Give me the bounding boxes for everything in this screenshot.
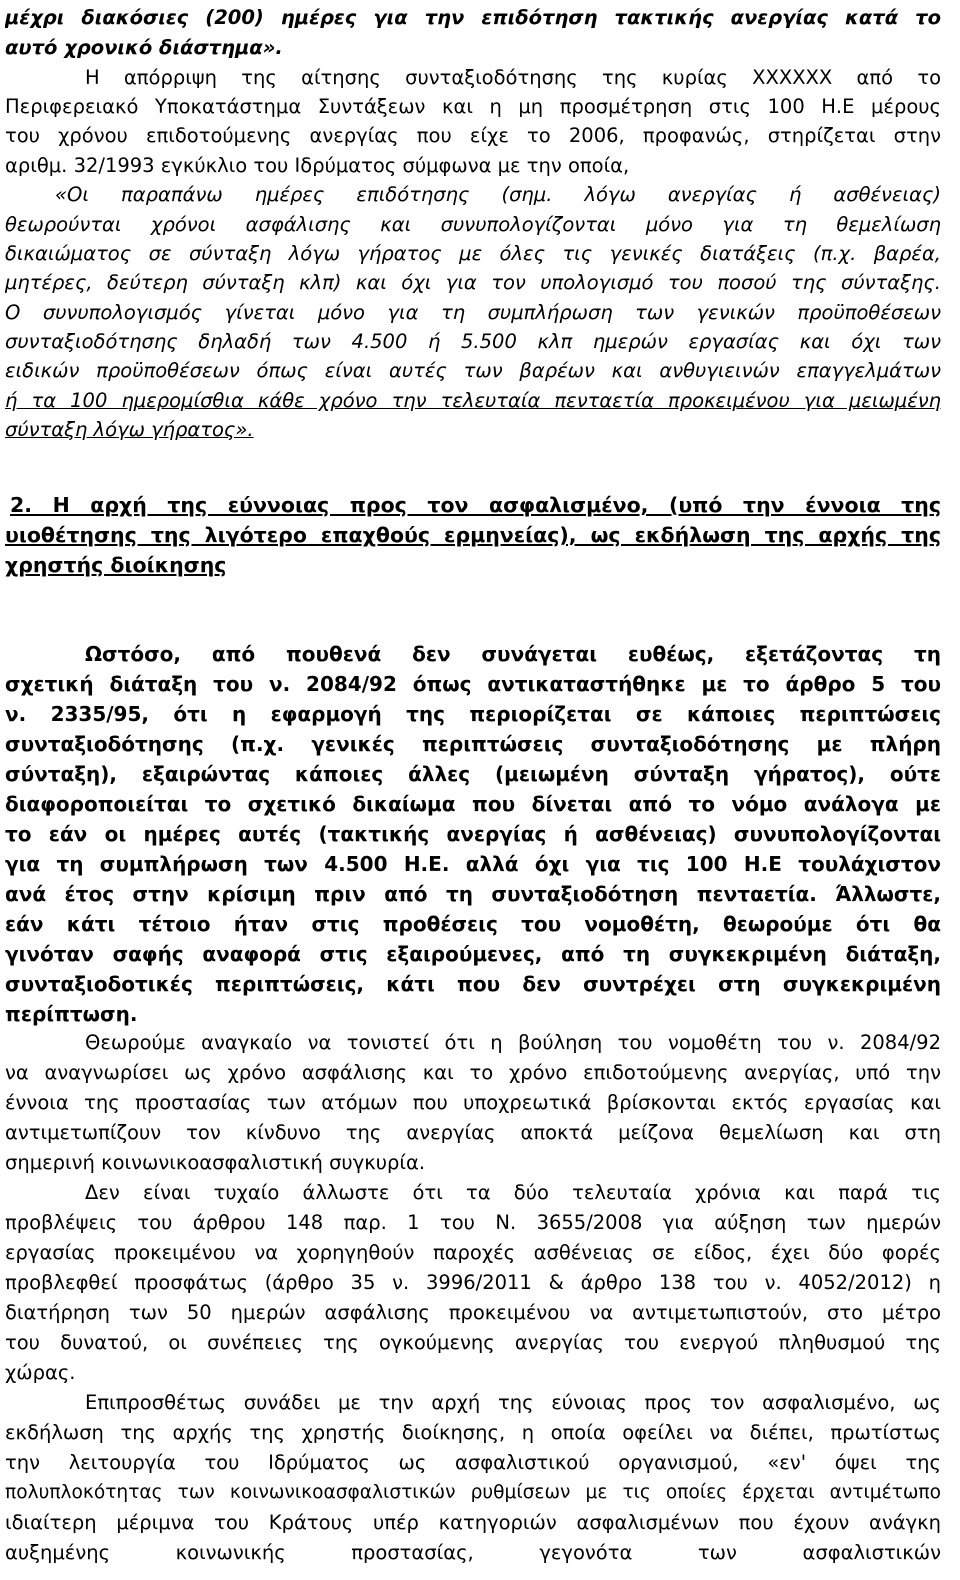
quote-line: ειδικών προϋποθέσεων όπως είναι αυτές των βαρέων και ανθυγιεινών επαγγελμάτων: [5, 359, 941, 382]
bold-paragraph-line: σχετική διάταξη του ν. 2084/92 όπως αντικαταστήθηκε με το άρθρο 5 του: [5, 672, 941, 696]
text-line: χώρας.: [5, 1361, 76, 1384]
text-line: πολυπλοκότητας των κοινωνικοασφαλιστικών ρυθμίσεων με τις οποίες έρχεται αντιμέτωπο: [5, 1482, 941, 1503]
bold-paragraph-line: εάν κάτι τέτοιο ήταν στις προθέσεις του νομοθέτη, θεωρούμε ότι θα: [5, 912, 941, 936]
quote-line: συνταξιοδότησης δηλαδή των 4.500 ή 5.500 κλπ ημερών εργασίας και όχι των: [5, 330, 941, 353]
bold-paragraph-line: ανά έτος στην κρίσιμη πριν από τη συνταξιοδότηση πενταετία. Άλλωστε,: [5, 882, 941, 906]
text-line: εκδήλωση της αρχής της χρηστής διοίκησης, η οποία οφείλει να διέπει, πρωτίστως: [5, 1421, 941, 1444]
bold-paragraph-line: Ωστόσο, από πουθενά δεν συνάγεται ευθέως, εξετάζοντας τη: [85, 642, 941, 666]
text-line: προβλέψεις του άρθρου 148 παρ. 1 του Ν. 3655/2008 για αύξηση των ημερών: [5, 1211, 941, 1234]
text-line: μέχρι διακόσιες (200) ημέρες για την επιδότηση τακτικής ανεργίας κατά το: [5, 6, 941, 29]
section-heading: 2. Η αρχή της εύννοιας προς τον ασφαλισμένο, (υπό την έννοια της: [10, 493, 941, 517]
bold-paragraph-line: ν. 2335/95, ότι η εφαρμογή της περιορίζεται σε κάποιες περιπτώσεις: [5, 702, 941, 726]
text-line: του χρόνου επιδοτούμενης ανεργίας που είχε το 2006, προφανώς, στηρίζεται στην: [5, 124, 941, 147]
text-line: ιδιαίτερη μέριμνα του Κράτους υπέρ κατηγοριών ασφαλισμένων που έχουν ανάγκη: [5, 1511, 941, 1534]
text-line: σημερινή κοινωνικοασφαλιστική συγκυρία.: [5, 1151, 426, 1174]
text-line: του δυνατού, οι συνέπειες της ογκούμενης ανεργίας του ενεργού πληθυσμού της: [5, 1331, 941, 1354]
text-line: προβλεφθεί προσφάτως (άρθρο 35 ν. 3996/2011 & άρθρο 138 του ν. 4052/2012) η: [5, 1271, 941, 1294]
section-heading: χρηστής διοίκησης: [5, 553, 227, 577]
bold-paragraph-line: σύνταξη), εξαιρώντας κάποιες άλλες (μειωμένη σύνταξη γήρατος), ούτε: [5, 762, 941, 786]
bold-paragraph-line: γινόταν σαφής αναφορά στις εξαιρούμενες, από τη συγκεκριμένη διάταξη,: [5, 942, 941, 966]
text-line: έννοια της προστασίας των ατόμων που υποχρεωτικά βρίσκονται εκτός εργασίας και: [5, 1091, 941, 1114]
section-heading: υιοθέτησης της λιγότερο επαχθούς ερμηνείας), ως εκδήλωση της αρχής της: [5, 523, 941, 547]
quote-line: Ο συνυπολογισμός γίνεται μόνο για τη συμπλήρωση των γενικών προϋποθέσεων: [5, 301, 941, 324]
text-line: διατήρηση των 50 ημερών ασφάλισης προκειμένου να αντιμετωπιστούν, στο μέτρο: [5, 1301, 941, 1324]
bold-paragraph-line: για τη συμπλήρωση των 4.500 Η.Ε. αλλά όχι για τις 100 Η.Ε τουλάχιστον: [5, 852, 941, 876]
text-line: Περιφερειακό Υποκατάστημα Συντάξεων και η μη προσμέτρηση στις 100 Η.Ε μέρους: [5, 95, 941, 118]
text-line: Η απόρριψη της αίτησης συνταξιοδότησης της κυρίας ΧΧΧΧΧΧ από το: [85, 66, 941, 89]
text-line: αυξημένης κοινωνικής προστασίας, γεγονότα των ασφαλιστικών: [5, 1541, 941, 1564]
text-line: Επιπροσθέτως συνάδει με την αρχή της εύνοιας προς τον ασφαλισμένο, ως: [85, 1391, 941, 1414]
bold-paragraph-line: συνταξιοδοτικές περιπτώσεις, κάτι που δεν συντρέχει στη συγκεκριμένη: [5, 972, 941, 996]
bold-paragraph-line: το εάν οι ημέρες αυτές (τακτικής ανεργίας ή ασθένειας) συνυπολογίζονται: [5, 822, 941, 846]
bold-paragraph-line: περίπτωση.: [5, 1002, 138, 1026]
quote-line: θεωρούνται χρόνοι ασφάλισης και συνυπολογίζονται μόνο για τη θεμελίωση: [5, 213, 941, 236]
quote-line: ή τα 100 ημερομίσθια κάθε χρόνο την τελευταία πενταετία προκειμένου για μειωμένη: [5, 389, 941, 412]
text-line: να αναγνωρίσει ως χρόνο ασφάλισης και το χρόνο επιδοτούμενης ανεργίας, υπό την: [5, 1061, 941, 1084]
text-line: εργασίας προκειμένου να χορηγηθούν παροχές ασθένειας σε είδος, έχει δύο φορές: [5, 1241, 941, 1264]
text-line: αυτό χρονικό διάστημα».: [5, 36, 283, 59]
text-line: Θεωρούμε αναγκαίο να τονιστεί ότι η βούληση του νομοθέτη του ν. 2084/92: [85, 1031, 941, 1054]
text-line: Δεν είναι τυχαίο άλλωστε ότι τα δύο τελευταία χρόνια και παρά τις: [85, 1181, 941, 1204]
quote-line: «Οι παραπάνω ημέρες επιδότησης (σημ. λόγω ανεργίας ή ασθένειας): [55, 183, 941, 206]
quote-line: σύνταξη λόγω γήρατος».: [5, 418, 254, 441]
text-line: αριθμ. 32/1993 εγκύκλιο του Ιδρύματος σύμφωνα με την οποία,: [5, 154, 630, 177]
bold-paragraph-line: διαφοροποιείται το σχετικό δικαίωμα που δίνεται από το νόμο ανάλογα με: [5, 792, 941, 816]
quote-line: δικαιώματος σε σύνταξη λόγω γήρατος με όλες τις γενικές διατάξεις (π.χ. βαρέα,: [5, 242, 941, 265]
bold-paragraph-line: συνταξιοδότησης (π.χ. γενικές περιπτώσεις συνταξιοδότησης με πλήρη: [5, 732, 941, 756]
text-line: την λειτουργία του Ιδρύματος ως ασφαλιστικού οργανισμού, «εν' όψει της: [5, 1451, 941, 1474]
quote-line: μητέρες, δεύτερη σύνταξη κλπ) και όχι για τον υπολογισμό του ποσού της σύνταξης.: [5, 271, 941, 294]
text-line: αντιμετωπίζουν τον κίνδυνο της ανεργίας αποκτά μείζονα θεμελίωση και στη: [5, 1121, 941, 1144]
